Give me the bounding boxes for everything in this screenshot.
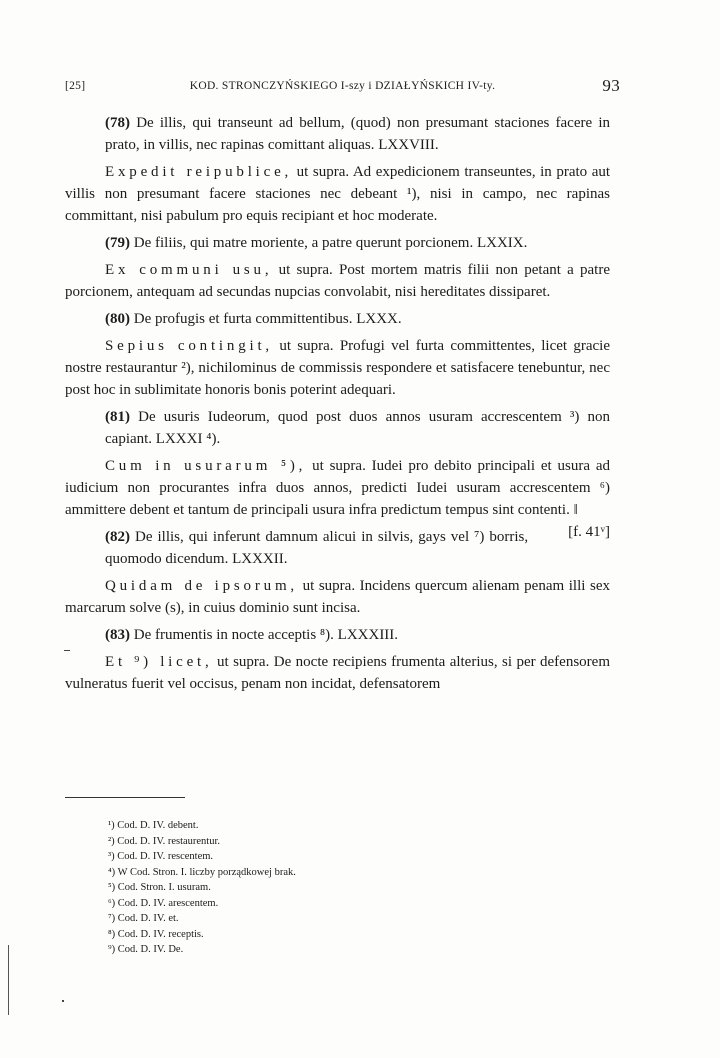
- section-paragraph: [65, 259, 610, 303]
- heading-text: De filiis, qui matre moriente, a patre querunt porcionem. LXXIX.: [133, 235, 528, 251]
- incipit: Quidam de ipsorum,: [105, 578, 298, 594]
- page-number: 93: [602, 76, 620, 95]
- section-paragraph: [65, 161, 610, 227]
- section-number: (83): [105, 627, 130, 643]
- heading-text: De usuris Iudeorum, quod post duos annos usuram accrescentem ³) non capiant. LXXXI ⁴).: [105, 409, 610, 447]
- section-heading: [65, 308, 610, 330]
- running-title: KOD. STRONCZYŃSKIEGO I-szy i DZIAŁYŃSKICH IV-ty.: [189, 80, 496, 92]
- bracket-page-number: [25]: [65, 80, 86, 92]
- paragraph-text: ut supra. Iudei pro debito principali et usura ad iudicium non procurantes infra duos annos, predicti Iudei usuram accrescentem ⁶) ammittere debent et tantum de principali usura infra predictum tempus sint contenti. ‖: [65, 458, 611, 518]
- section-paragraph: [65, 335, 610, 401]
- incipit: Ex communi usu,: [105, 262, 273, 278]
- margin-tick: [64, 650, 70, 651]
- incipit: Cum in usurarum ⁵),: [105, 458, 307, 474]
- section-paragraph: [65, 651, 610, 695]
- running-header: [65, 70, 620, 100]
- section-number: (82): [105, 529, 130, 545]
- folio-marker: [f. 41ᵛ]: [568, 524, 610, 540]
- heading-text: De illis, qui inferunt damnum alicui in silvis, gays vel ⁷) borris, quomodo dicendum. LXXXII.: [105, 529, 529, 567]
- footnotes: [108, 818, 528, 958]
- footnote: ⁵) Cod. Stron. I. usuram.: [108, 882, 211, 893]
- footnote: ⁴) W Cod. Stron. I. liczby porządkowej brak.: [108, 866, 296, 878]
- footnote: ⁸) Cod. D. IV. receptis.: [108, 928, 204, 940]
- paragraph-text: ut supra. Ad expedicionem transeuntes, in prato aut villis non presumant facere staciones nec debeant ¹), nisi in campo, nec rapinas committant, nisi pabulum pro equis recipiant et hoc moderate.: [65, 164, 611, 224]
- paragraph-text: ut supra. De nocte recipiens frumenta alterius, si per defensorem vulneratus fuerit vel occisus, penam non incidat, defensatorem: [65, 654, 610, 692]
- footnote: ⁶) Cod. D. IV. arescentem.: [108, 897, 219, 909]
- section-number: (79): [105, 235, 130, 251]
- footnote-divider: [65, 797, 185, 798]
- scan-speck: [62, 1000, 64, 1002]
- paragraph-text: ut supra. Incidens quercum alienam penam illi sex marcarum solve (s), in cuius dominio sunt incisa.: [65, 578, 611, 616]
- section-number: (78): [105, 115, 130, 131]
- footnote: ¹) Cod. D. IV. debent.: [108, 820, 199, 831]
- section-number: (81): [105, 409, 130, 425]
- incipit: Et ⁹) licet,: [105, 654, 213, 670]
- footnote: ⁹) Cod. D. IV. De.: [108, 944, 184, 955]
- section-heading: [65, 406, 610, 450]
- paragraph-text: ut supra. Post mortem matris filii non petant a patre porcionem, antequam ad secundas nupcias convolabit, nisi hereditates dissiparet.: [65, 262, 611, 300]
- incipit: Expedit reipublice,: [105, 164, 293, 180]
- section-heading: [65, 624, 610, 646]
- heading-text: De frumentis in nocte acceptis ⁸). LXXXIII.: [133, 627, 399, 643]
- scan-edge-line: [8, 945, 9, 1015]
- section-paragraph: [65, 575, 610, 619]
- section-heading: [65, 232, 610, 254]
- paragraph-text: ut supra. Profugi vel furta committentes, licet gracie nostre restaurantur ²), nichilominus de commissis respondere et satisfacere tenebuntur, nec post hoc in sublimitate honoris bonis poterint adequari.: [65, 338, 611, 398]
- incipit: Sepius contingit,: [105, 338, 273, 354]
- section-heading: [65, 112, 610, 156]
- section-number: (80): [105, 311, 130, 327]
- footnote: ³) Cod. D. IV. rescentem.: [108, 851, 214, 862]
- heading-text: De profugis et furta committentibus. LXXX.: [133, 311, 402, 327]
- footnote: ²) Cod. D. IV. restaurentur.: [108, 835, 221, 847]
- heading-text: De illis, qui transeunt ad bellum, (quod) non presumant staciones facere in prato, in villis, nec rapinas comittant aliquas. LXXVIII.: [105, 115, 611, 153]
- footnote: ⁷) Cod. D. IV. et.: [108, 913, 179, 924]
- main-text: [65, 112, 610, 700]
